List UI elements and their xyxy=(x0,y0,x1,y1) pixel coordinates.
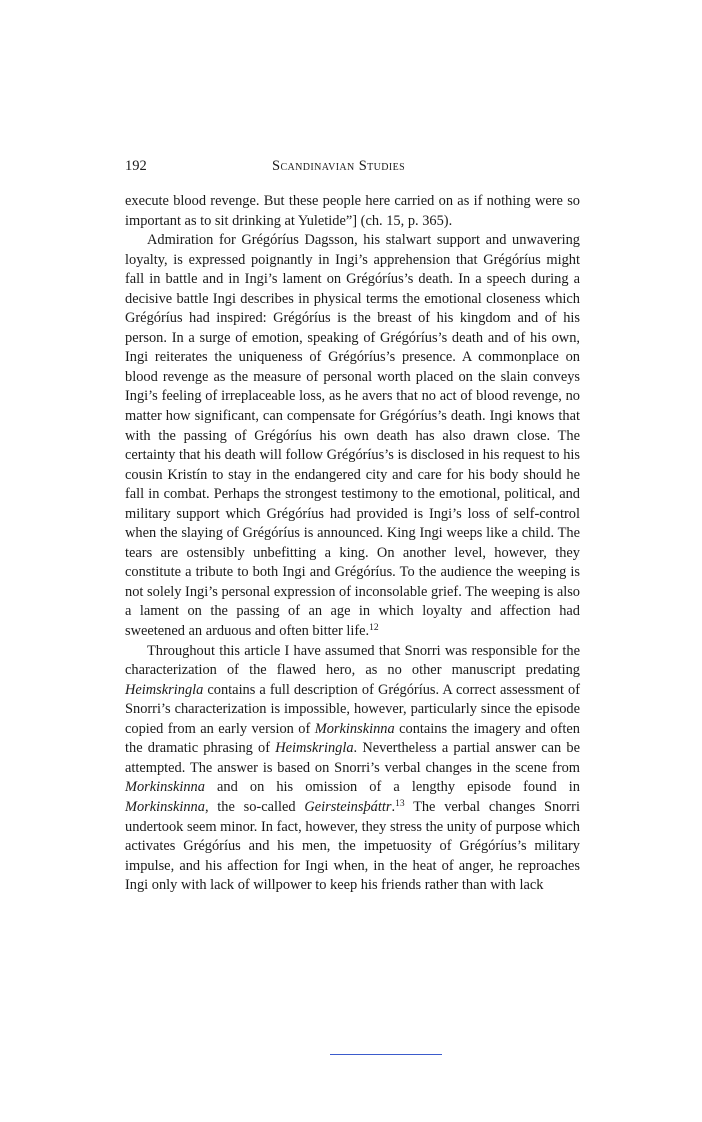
page-number: 192 xyxy=(125,158,147,174)
paragraph-3 xyxy=(125,642,580,896)
paragraph-2-text: Admiration for Grégóríus Dagsson, his stalwart support and unwavering loyalty, is expressed poignantly in Ingi’s apprehension that Grégóríus might fall in battle and in Ingi’s lament on Grégóríus’s death. In a speech during a decisive battle Ingi describes in physical terms the emotional closeness which Grégóríus had inspired: Grégóríus is the breast of his kingdom and of his person. In a surge of emotion, speaking of Grégóríus’s death and of his own, Ingi reiterates the uniqueness of Grégóríus’s presence. A commonplace on blood revenge as the measure of personal worth placed on the slain conveys Ingi’s feeling of irreplaceable loss, as he avers that no act of blood revenge, no matter how significant, can compensate for Grégóríus’s death. Ingi knows that with the passing of Grégóríus his own death has also drawn close. The certainty that his death will follow Grégóríus’s is disclosed in his request to his cousin Kristín to stay in the endangered city and care for his body should he fall in combat. Perhaps the strongest testimony to the emotional, political, and military support which Grégóríus had provided is Ingi’s loss of self-control when the slaying of Grégóríus is announced. King Ingi weeps like a child. The tears are ostensibly unbefitting a king. On another level, however, they constitute a tribute to both Ingi and Grégóríus. To the audience the weeping is not solely Ingi’s personal expression of inconsolable grief. The weeping is also a lament on the passing of an age in which loyalty and affection had sweetened an arduous and often bitter life. xyxy=(125,232,580,640)
paragraph-3-text: contains a full description of Grégóríus. A correct assessment of Snorri’s characterization is impossible, however, particularly since the episode copied from an early version of xyxy=(125,681,580,737)
paragraph-3-text: The verbal changes Snorri undertook seem minor. In fact, however, they stress the unity of purpose which activates Grégóríus and his men, the impetuosity of Grégóríus’s military impulse, and his affection for Ingi when, in the heat of anger, he reproaches Ingi only with lack of willpower to keep his friends rather than with lack xyxy=(125,798,580,894)
title-morkinskinna: Morkinskinna xyxy=(314,720,395,737)
footnote-marker-13: 13 xyxy=(395,798,405,809)
paragraph-3-text: contains the imagery and often the dramatic phrasing of xyxy=(125,720,580,757)
footnote-marker-12: 12 xyxy=(369,623,379,634)
paragraph-2 xyxy=(125,231,580,641)
title-heimskringla: Heimskringla xyxy=(125,681,204,698)
footnote-rule xyxy=(330,1054,442,1055)
paragraph-1: execute blood revenge. But these people here carried on as if nothing were so important as to sit drinking at Yuletide”] (ch. 15, p. 365). xyxy=(125,193,580,229)
paragraph-3-text: . xyxy=(391,798,396,815)
title-morkinskinna: Morkinskinna xyxy=(125,779,205,796)
paragraph-3-text: and on his omission of a lengthy episode found in xyxy=(204,779,580,796)
paragraph-3-text: , the so-called xyxy=(204,798,305,815)
body-text xyxy=(125,192,580,896)
title-geirsteinsthattr: Geirsteinsþáttr xyxy=(304,798,392,815)
paragraph-3-text: . Nevertheless a partial answer can be attempted. The answer is based on Snorri’s verbal changes in the scene from xyxy=(125,740,580,776)
paragraph-3-text: Throughout this article I have assumed that Snorri was responsible for the characterization of the flawed hero, as no other manuscript predating xyxy=(125,642,580,679)
page-header xyxy=(125,158,580,178)
title-morkinskinna: Morkinskinna xyxy=(125,798,205,815)
title-heimskringla: Heimskringla xyxy=(275,740,354,757)
running-head: Scandinavian Studies xyxy=(272,158,406,174)
